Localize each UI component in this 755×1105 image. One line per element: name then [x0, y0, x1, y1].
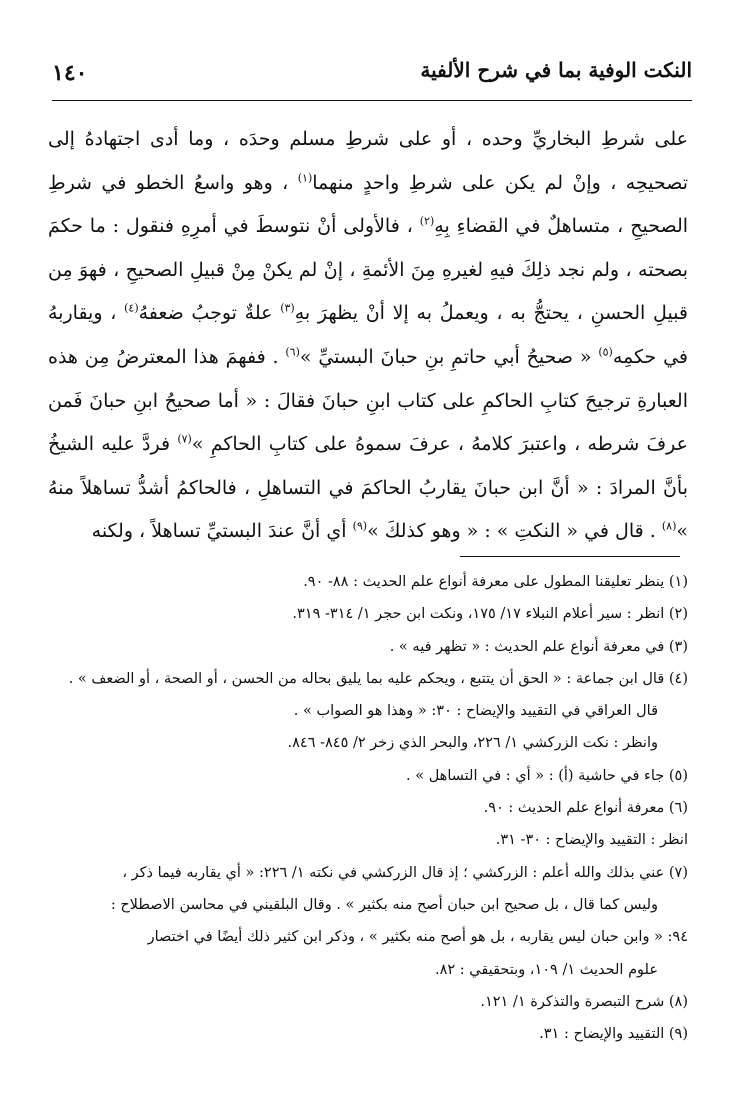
- footnote-9: (٩) التقييد والإيضاح : ٣١.: [539, 1026, 688, 1043]
- footnote-2: (٢) انظر : سير أعلام النبلاء ١٧/ ١٧٥، ونكت ابن حجر ١/ ٣١٤- ٣١٩.: [292, 606, 688, 623]
- footnote-7-continuation: ٩٤: « وابن حبان ليس يقاربه ، بل هو أصح منه بكثير » ، وذكر ابن كثير ذلك أيضًا في اختصار: [147, 929, 688, 946]
- footnote-7-continuation: وليس كما قال ، بل صحيح ابن حبان أصح منه بكثير » . وقال البلقيني في محاسن الاصطلاح :: [110, 896, 658, 913]
- footnote-ref-1[interactable]: (١): [297, 171, 313, 185]
- text-segment: فردَّ عليه الشيخُ بأنَّ المرادَ : « أنَّ ابن حبانَ يقاربُ الحاكمَ في التساهلِ ، فالحاكمُ أشدُّ تساهلاً منهُ »: [48, 433, 688, 543]
- page-number: ١٤٠: [52, 60, 88, 86]
- footnote-7-continuation: علوم الحديث ١/ ١٠٩، وبتحقيقي : ٨٢.: [435, 961, 658, 978]
- footnote-4: (٤) قال ابن جماعة : « الحق أن يتتبع ، ويحكم عليه بما يليق بحاله من الحسن ، أو الصحة ، أو الضعف » .: [68, 670, 688, 687]
- footnote-4-continuation: وانظر : نكت الزركشي ١/ ٢٢٦، والبحر الذي زخر ٢/ ٨٤٥- ٨٤٦.: [287, 735, 658, 752]
- footnote-ref-6[interactable]: (٦): [285, 345, 300, 359]
- footnotes-section: [48, 566, 688, 1050]
- page-header: [52, 58, 692, 98]
- footnote-1: (١) ينظر تعليقنا المطول على معرفة أنواع علم الحديث : ٨٨- ٩٠.: [303, 574, 688, 590]
- footnote-6: (٦) معرفة أنواع علم الحديث : ٩٠.: [483, 800, 688, 817]
- footnote-3: (٣) في معرفة أنواع علم الحديث : « تظهر فيه » .: [389, 638, 688, 655]
- main-paragraph: [48, 118, 688, 554]
- footnote-4-continuation: قال العراقي في التقييد والإيضاح : ٣٠: « وهذا هو الصواب » .: [293, 703, 658, 720]
- main-text: [48, 118, 688, 554]
- footnote-ref-3[interactable]: (٣): [280, 302, 295, 316]
- footnote-ref-2[interactable]: (٢): [419, 214, 435, 228]
- header-divider: [52, 100, 692, 101]
- text-segment: . ففهمَ هذا المعترضُ مِن هذه العبارةِ ترجيحَ كتابِ الحاكمِ على كتاب ابنِ حبانَ فقالَ : « أما صحيحُ ابنِ حبانَ فَمن عرفَ شرطه ، واعتبرَ كلامهُ ، عرفَ سموهُ على كتابِ الحاكمِ »: [48, 345, 689, 456]
- footnote-ref-8[interactable]: (٨): [661, 520, 677, 534]
- footnote-7: (٧) عني بذلك والله أعلم : الزركشي ؛ إذ قال الزركشي في نكته ١/ ٢٢٦: « أي يقاربه فيما ذكر ،: [122, 864, 688, 881]
- text-segment: « صحيحُ أبي حاتمِ بنِ حبانَ البستيِّ »: [299, 345, 592, 368]
- footnote-ref-4[interactable]: (٤): [124, 302, 139, 316]
- footnote-8: (٨) شرح التبصرة والتذكرة ١/ ١٢١.: [480, 993, 688, 1010]
- footnote-ref-7[interactable]: (٧): [177, 432, 192, 446]
- text-segment: ، ويقاربهُ في حكمِه: [48, 302, 688, 368]
- text-segment: ، وهو واسعُ الخطو في شرطِ الصحيحِ ، متساهلٌ في القضاءِ بِهِ: [48, 171, 689, 238]
- footnote-6-continuation: انظر : التقييد والإيضاح : ٣٠- ٣١.: [495, 832, 688, 849]
- text-segment: على شرطِ البخاريِّ وحده ، أو على شرطِ مسلم وحدَه ، وما أدى اجتهادهُ إلى تصحيحِه ، وإنْ لم يكن على شرطِ واحدٍ منهما: [48, 128, 688, 194]
- footnote-ref-5[interactable]: (٥): [598, 345, 613, 359]
- footnote-ref-9[interactable]: (٩): [352, 520, 368, 534]
- running-title: النكت الوفية بما في شرح الألفية: [420, 58, 692, 82]
- text-segment: ، فالأولى أنْ نتوسطَ في أمرِهِ فنقول : ما حكمَ بصحته ، ولم نجد ذلِكَ فيهِ لغيرهِ مِنَ الأئمةِ ، إنْ لم يكنْ مِنْ قبيلِ الصحيحِ ، فهوَ مِن قبيلِ الحسنِ ، يحتجُّ به ، ويعملُ به إلا أنْ يظهرَ بهِ: [48, 215, 688, 325]
- text-segment: أي أنَّ عندَ البستيِّ تساهلاً ، ولكنه: [91, 520, 347, 543]
- text-segment: . قال في « النكتِ » : « وهو كذلكَ »: [367, 520, 656, 543]
- text-segment: علةٌ توجبُ ضعفهُ: [138, 302, 273, 325]
- footnote-divider: [460, 556, 680, 557]
- footnote-5: (٥) جاء في حاشية (أ) : « أي : في التساهل » .: [406, 767, 688, 784]
